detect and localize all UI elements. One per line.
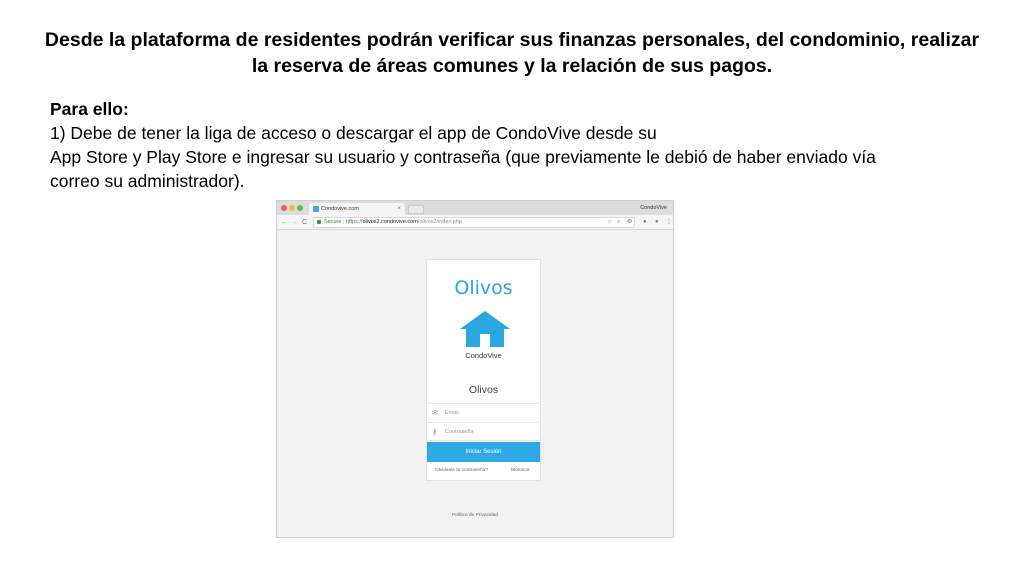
slide-title: Desde la plataforma de residentes podrán verificar sus finanzas personales, del condominio, realizar la reserva de áreas comunes y la relación de sus pagos. bbox=[44, 29, 980, 77]
secure-label: Secure bbox=[324, 219, 342, 225]
url-path: /olivos2/index.php bbox=[417, 219, 462, 225]
new-tab-button[interactable] bbox=[408, 205, 424, 214]
close-window-dot[interactable] bbox=[281, 205, 287, 211]
url-protocol: https:// bbox=[345, 219, 363, 225]
back-icon[interactable]: ← bbox=[281, 219, 288, 226]
zoom-icon[interactable]: ⌕ bbox=[617, 219, 621, 225]
tab-title: Condovive.com bbox=[321, 206, 359, 212]
page-viewport bbox=[277, 231, 673, 538]
tab-bar bbox=[277, 201, 673, 215]
key-icon: ⚷ bbox=[432, 429, 438, 436]
favicon-icon bbox=[313, 206, 319, 212]
house-icon bbox=[459, 310, 511, 348]
url-host: olivos2.condovive.com bbox=[362, 219, 418, 225]
privacy-policy-link[interactable]: Política de Privacidad bbox=[451, 513, 499, 518]
login-button[interactable]: Iniciar Sesión bbox=[427, 442, 540, 462]
browser-screenshot bbox=[276, 200, 674, 538]
browser-toolbar bbox=[277, 215, 673, 230]
password-placeholder: Contraseña bbox=[445, 429, 474, 435]
body-line-3: correo su administrador). bbox=[50, 171, 245, 191]
browser-tab[interactable] bbox=[309, 203, 405, 215]
reload-icon[interactable]: C bbox=[302, 219, 308, 226]
bookmark-icon[interactable]: ☆ bbox=[607, 219, 613, 225]
menu-icon[interactable]: ⋮ bbox=[666, 219, 672, 225]
envelope-icon: ✉ bbox=[432, 410, 438, 417]
close-tab-icon[interactable]: × bbox=[397, 206, 401, 212]
extension-green-icon[interactable]: ● bbox=[655, 219, 659, 225]
body-line-1: 1) Debe de tener la liga de acceso o descargar el app de CondoVive desde su bbox=[50, 123, 657, 143]
email-field[interactable] bbox=[427, 403, 540, 422]
address-bar[interactable] bbox=[313, 217, 635, 228]
slide-body bbox=[50, 97, 990, 193]
email-placeholder: Email bbox=[445, 410, 459, 416]
community-logo: Olivos bbox=[454, 277, 513, 299]
extension-icon[interactable]: ● bbox=[643, 219, 647, 225]
lock-icon bbox=[317, 220, 321, 224]
password-field[interactable] bbox=[427, 422, 540, 441]
window-profile-label: CondoVive bbox=[640, 205, 667, 211]
forward-icon[interactable]: → bbox=[291, 219, 298, 226]
body-line-2: App Store y Play Store e ingresar su usuario y contraseña (que previamente le debió de haber enviado vía bbox=[50, 147, 876, 167]
forgot-password-link[interactable]: Olvidaste tu contraseña? bbox=[435, 468, 489, 473]
morosos-link[interactable]: Morosos bbox=[511, 468, 530, 473]
address-separator: | bbox=[342, 219, 345, 225]
minimize-window-dot[interactable] bbox=[289, 205, 295, 211]
community-name: Olivos bbox=[468, 384, 499, 396]
settings-icon[interactable]: ⚙ bbox=[627, 219, 633, 225]
body-lead: Para ello: bbox=[50, 99, 129, 119]
maximize-window-dot[interactable] bbox=[297, 205, 303, 211]
brand-name: CondoVive bbox=[465, 351, 502, 360]
login-card bbox=[426, 259, 541, 481]
